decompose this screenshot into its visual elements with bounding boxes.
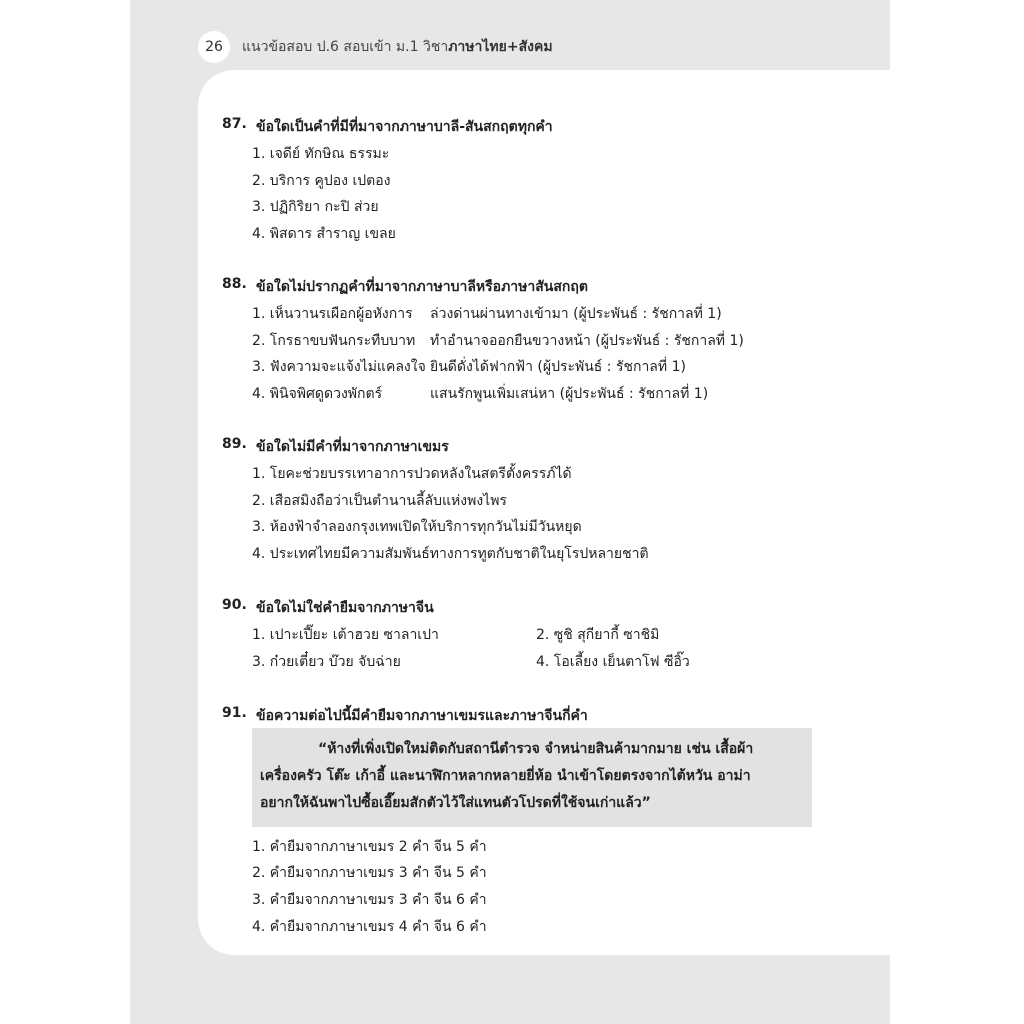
question-87-option-1: 1. เจดีย์ ทักษิณ ธรรมะ bbox=[252, 146, 390, 162]
question-90-option-4: 4. โอเลี้ยง เย็นตาโฟ ซีอิ๊ว bbox=[536, 654, 690, 670]
running-title-bold: ภาษาไทย+สังคม bbox=[448, 39, 553, 55]
question-91-option-2: 2. คำยืมจากภาษาเขมร 3 คำ จีน 5 คำ bbox=[252, 865, 487, 881]
question-90-option-2: 2. ซูชิ สุกียากี้ ซาชิมิ bbox=[536, 627, 660, 643]
question-91-passage bbox=[252, 728, 812, 827]
question-91-option-3: 3. คำยืมจากภาษาเขมร 3 คำ จีน 6 คำ bbox=[252, 892, 487, 908]
question-90-title: 90. ข้อใดไม่ใช่คำยืมจากภาษาจีน bbox=[222, 597, 434, 616]
question-89-option-1: 1. โยคะช่วยบรรเทาอาการปวดหลังในสตรีตั้งครรภ์ได้ bbox=[252, 466, 572, 482]
question-89-option-3: 3. ห้องฟ้าจำลองกรุงเทพเปิดให้บริการทุกวันไม่มีวันหยุด bbox=[252, 519, 582, 535]
question-87-option-4: 4. พิสดาร สำราญ เขลย bbox=[252, 226, 396, 242]
question-88-option-4: 4. พินิจพิศดูดวงพักตร์ แสนรักพูนเพิ่มเสน่หา (ผู้ประพันธ์ : รัชกาลที่ 1) bbox=[252, 386, 709, 402]
question-87-title: 87. ข้อใดเป็นคำที่มีที่มาจากภาษาบาลี-สันสกฤตทุกคำ bbox=[222, 116, 553, 135]
question-87-option-2: 2. บริการ คูปอง เปตอง bbox=[252, 173, 391, 189]
page-number: 26 bbox=[198, 31, 230, 63]
question-89-option-2: 2. เสือสมิงถือว่าเป็นตำนานลี้ลับแห่งพงไพร bbox=[252, 493, 507, 509]
question-89-title: 89. ข้อใดไม่มีคำที่มาจากภาษาเขมร bbox=[222, 436, 449, 455]
question-88-option-2: 2. โกรธาขบฟันกระทืบบาท ทำอำนาจออกยืนขวางหน้า (ผู้ประพันธ์ : รัชกาลที่ 1) bbox=[252, 333, 744, 349]
passage-line-1: “ห้างที่เพิ่งเปิดใหม่ติดกับสถานีตำรวจ จำหน่ายสินค้ามากมาย เช่น เสื้อผ้า bbox=[318, 741, 754, 757]
passage-line-2: เครื่องครัว โต๊ะ เก้าอี้ และนาฬิกาหลากหลายยี่ห้อ นำเข้าโดยตรงจากไต้หวัน อาม่า bbox=[260, 768, 751, 784]
question-90-option-1: 1. เปาะเปี๊ยะ เต้าฮวย ซาลาเปา bbox=[252, 627, 439, 643]
running-title-plain: แนวข้อสอบ ป.6 สอบเข้า ม.1 วิชา bbox=[242, 39, 449, 55]
question-89-option-4: 4. ประเทศไทยมีความสัมพันธ์ทางการทูตกับชาติในยุโรปหลายชาติ bbox=[252, 546, 649, 562]
question-91-option-4: 4. คำยืมจากภาษาเขมร 4 คำ จีน 6 คำ bbox=[252, 919, 487, 935]
question-90-option-3: 3. ก๋วยเตี๋ยว บ๊วย จับฉ่าย bbox=[252, 654, 401, 670]
running-title bbox=[242, 36, 553, 58]
question-91-title: 91. ข้อความต่อไปนี้มีคำยืมจากภาษาเขมรและภาษาจีนกี่คำ bbox=[222, 705, 588, 724]
question-88-title: 88. ข้อใดไม่ปรากฏคำที่มาจากภาษาบาลีหรือภาษาสันสกฤต bbox=[222, 276, 588, 295]
question-91-option-1: 1. คำยืมจากภาษาเขมร 2 คำ จีน 5 คำ bbox=[252, 839, 487, 855]
passage-line-3: อยากให้ฉันพาไปซื้อเอี๊ยมสักตัวไว้ใส่แทนตัวโปรดที่ใช้จนเก่าแล้ว” bbox=[260, 795, 651, 811]
question-88-option-1: 1. เห็นวานรเผือกผู้อหังการ ล่วงด่านผ่านทางเข้ามา (ผู้ประพันธ์ : รัชกาลที่ 1) bbox=[252, 306, 722, 322]
page-header bbox=[198, 32, 553, 62]
question-87-option-3: 3. ปฏิกิริยา กะปิ ส่วย bbox=[252, 199, 379, 215]
question-88-option-3: 3. ฟังความจะแจ้งไม่แคลงใจ ยินดีดั่งได้ฟากฟ้า (ผู้ประพันธ์ : รัชกาลที่ 1) bbox=[252, 359, 686, 375]
